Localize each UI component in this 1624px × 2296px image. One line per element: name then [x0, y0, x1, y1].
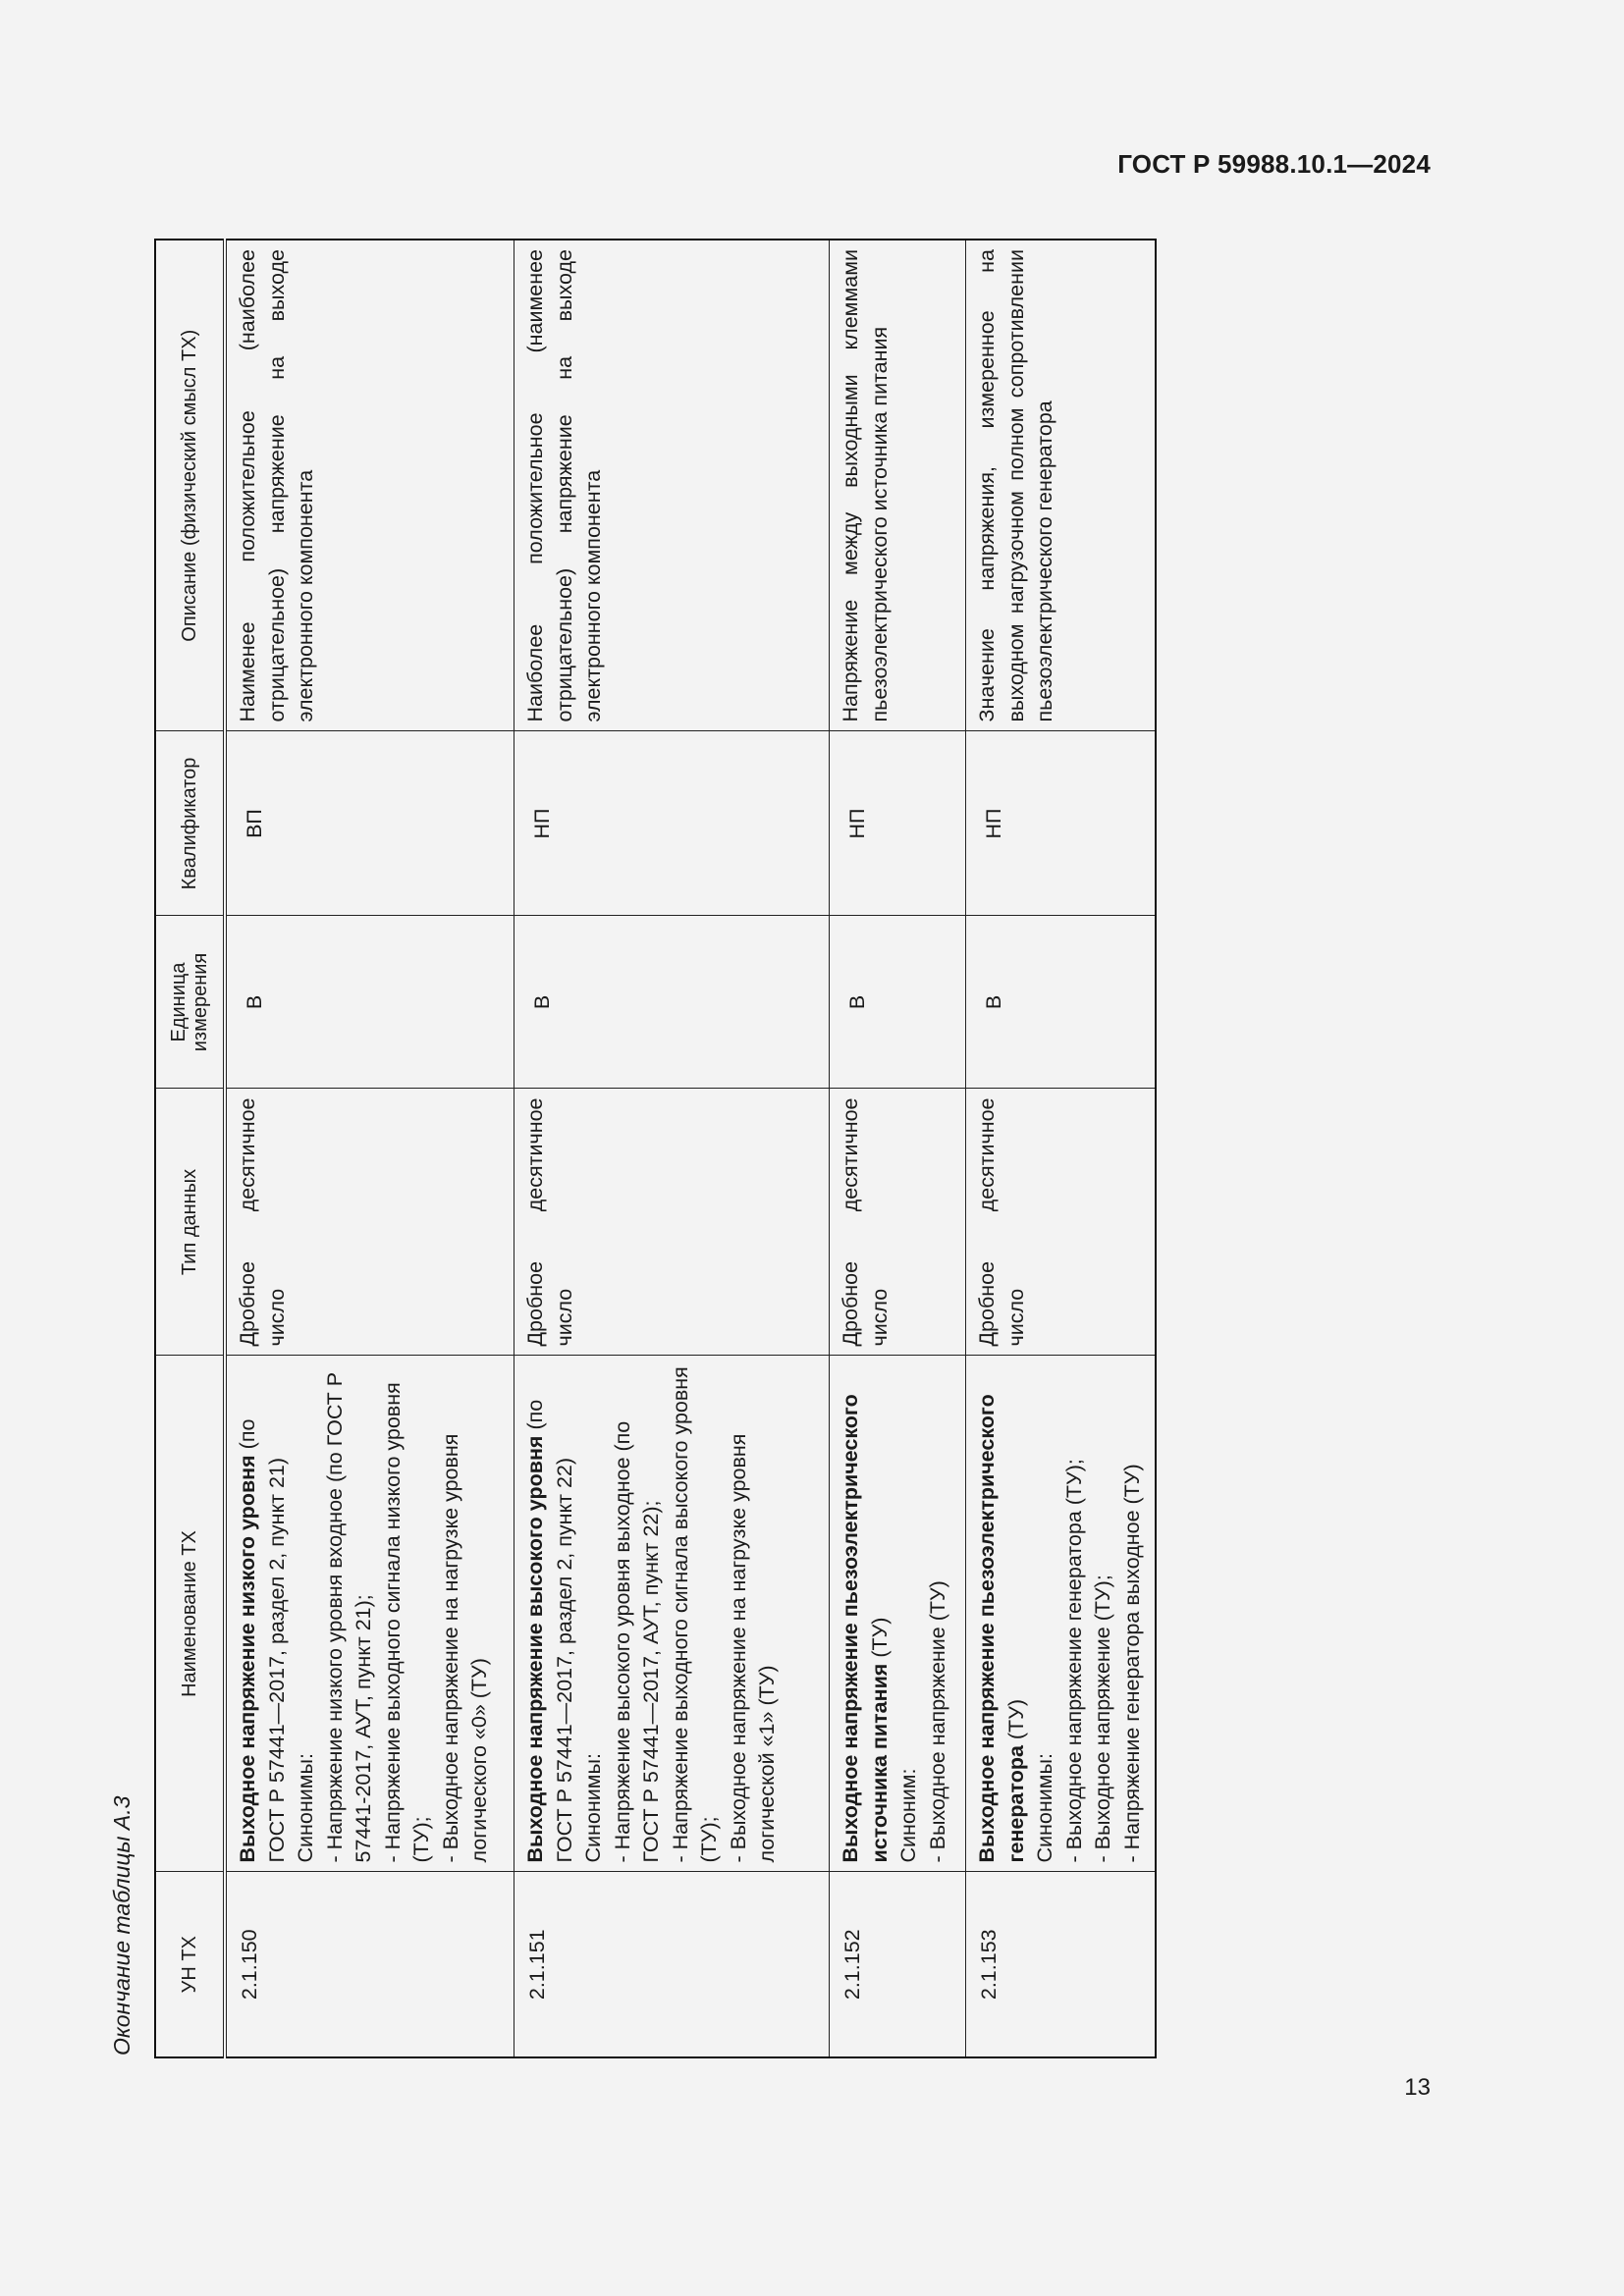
synonyms-label: Синонимы: [1033, 1753, 1056, 1863]
cell-description: Наиболее положительное (наименее отрицательное) напряжение на выходе электронного компонента [514, 240, 830, 731]
synonym-item: - Напряжение низкого уровня входное (по ГОСТ Р 57441-2017, АУТ, пункт 21); [322, 1371, 375, 1863]
cell-qualifier: ВП [225, 731, 514, 916]
synonyms-label: Синонимы: [294, 1753, 317, 1863]
synonyms-label: Синонимы: [581, 1753, 605, 1863]
rotated-table-area [109, 240, 1144, 2058]
term-reference: (по ГОСТ Р 57441—2017, раздел 2, пункт 21) [236, 1418, 289, 1863]
cell-unit: В [514, 916, 830, 1089]
table-row [514, 240, 830, 2057]
cell-code: 2.1.153 [966, 1872, 1157, 2057]
table-row [966, 240, 1157, 2057]
table-caption: Окончание таблицы А.3 [109, 1795, 135, 2056]
table-header-row [155, 240, 225, 2057]
cell-name [966, 1356, 1157, 1872]
cell-code: 2.1.151 [514, 1872, 830, 2057]
header-unit: Единица измерения [155, 916, 225, 1089]
table-row [830, 240, 966, 2057]
term-title: Выходное напряжение пьезоэлектрического источника питания [839, 1394, 892, 1863]
term-title: Выходное напряжение низкого уровня [236, 1455, 259, 1863]
term-reference: (ТУ) [1003, 1698, 1028, 1746]
page-number: 13 [1404, 2074, 1431, 2101]
synonym-item: - Выходное напряжение на нагрузке уровня логической «1» (ТУ) [726, 1433, 779, 1863]
term-reference: (ТУ) [867, 1617, 892, 1664]
cell-description: Напряжение между выходными клеммами пьезоэлектрического источника питания [830, 240, 966, 731]
cell-description: Наименее положительное (наиболее отрицательное) напряжение на выходе электронного компонента [225, 240, 514, 731]
synonym-item: - Выходное напряжение генератора (ТУ); [1061, 1459, 1086, 1863]
term-reference: (по ГОСТ Р 57441—2017, раздел 2, пункт 22) [523, 1399, 576, 1863]
synonyms-block [894, 1365, 952, 1863]
synonym-item: - Напряжение генератора выходное (ТУ) [1119, 1464, 1144, 1863]
header-qualifier: Квалификатор [155, 731, 225, 916]
synonym-item: - Выходное напряжение (ТУ) [925, 1580, 949, 1863]
synonym-item: - Напряжение выходного сигнала высокого уровня (ТУ); [668, 1366, 721, 1863]
synonyms-label: Синоним: [896, 1768, 920, 1863]
cell-code: 2.1.152 [830, 1872, 966, 2057]
cell-unit: В [966, 916, 1157, 1089]
table-row [225, 240, 514, 2057]
synonym-item: - Выходное напряжение (ТУ); [1091, 1575, 1114, 1863]
cell-unit: В [225, 916, 514, 1089]
synonyms-block [579, 1365, 783, 1863]
synonyms-block [292, 1365, 495, 1863]
synonyms-block [1031, 1365, 1147, 1863]
cell-qualifier: НП [514, 731, 830, 916]
term-title: Выходное напряжение пьезоэлектрического генератора [975, 1394, 1028, 1863]
cell-name [225, 1356, 514, 1872]
document-code: ГОСТ Р 59988.10.1—2024 [1117, 149, 1431, 179]
header-data-type: Тип данных [155, 1089, 225, 1356]
term-title: Выходное напряжение высокого уровня [523, 1435, 547, 1863]
cell-qualifier: НП [830, 731, 966, 916]
cell-data-type: Дробное десятичное число [966, 1089, 1157, 1356]
header-name: Наименование ТХ [155, 1356, 225, 1872]
cell-data-type: Дробное десятичное число [830, 1089, 966, 1356]
header-code: УН ТХ [155, 1872, 225, 2057]
cell-name [830, 1356, 966, 1872]
synonym-item: - Напряжение высокого уровня выходное (по ГОСТ Р 57441—2017, АУТ, пункт 22); [610, 1420, 663, 1863]
cell-data-type: Дробное десятичное число [225, 1089, 514, 1356]
synonym-item: - Напряжение выходного сигнала низкого уровня (ТУ); [380, 1382, 433, 1863]
cell-code: 2.1.150 [225, 1872, 514, 2057]
cell-name [514, 1356, 830, 1872]
header-description: Описание (физический смысл ТХ) [155, 240, 225, 731]
characteristics-table [154, 239, 1157, 2058]
cell-unit: В [830, 916, 966, 1089]
cell-qualifier: НП [966, 731, 1157, 916]
cell-description: Значение напряжения, измеренное на выходном нагрузочном полном сопротивлении пьезоэлектрического генератора [966, 240, 1157, 731]
cell-data-type: Дробное десятичное число [514, 1089, 830, 1356]
synonym-item: - Выходное напряжение на нагрузке уровня логического «0» (ТУ) [438, 1433, 491, 1863]
